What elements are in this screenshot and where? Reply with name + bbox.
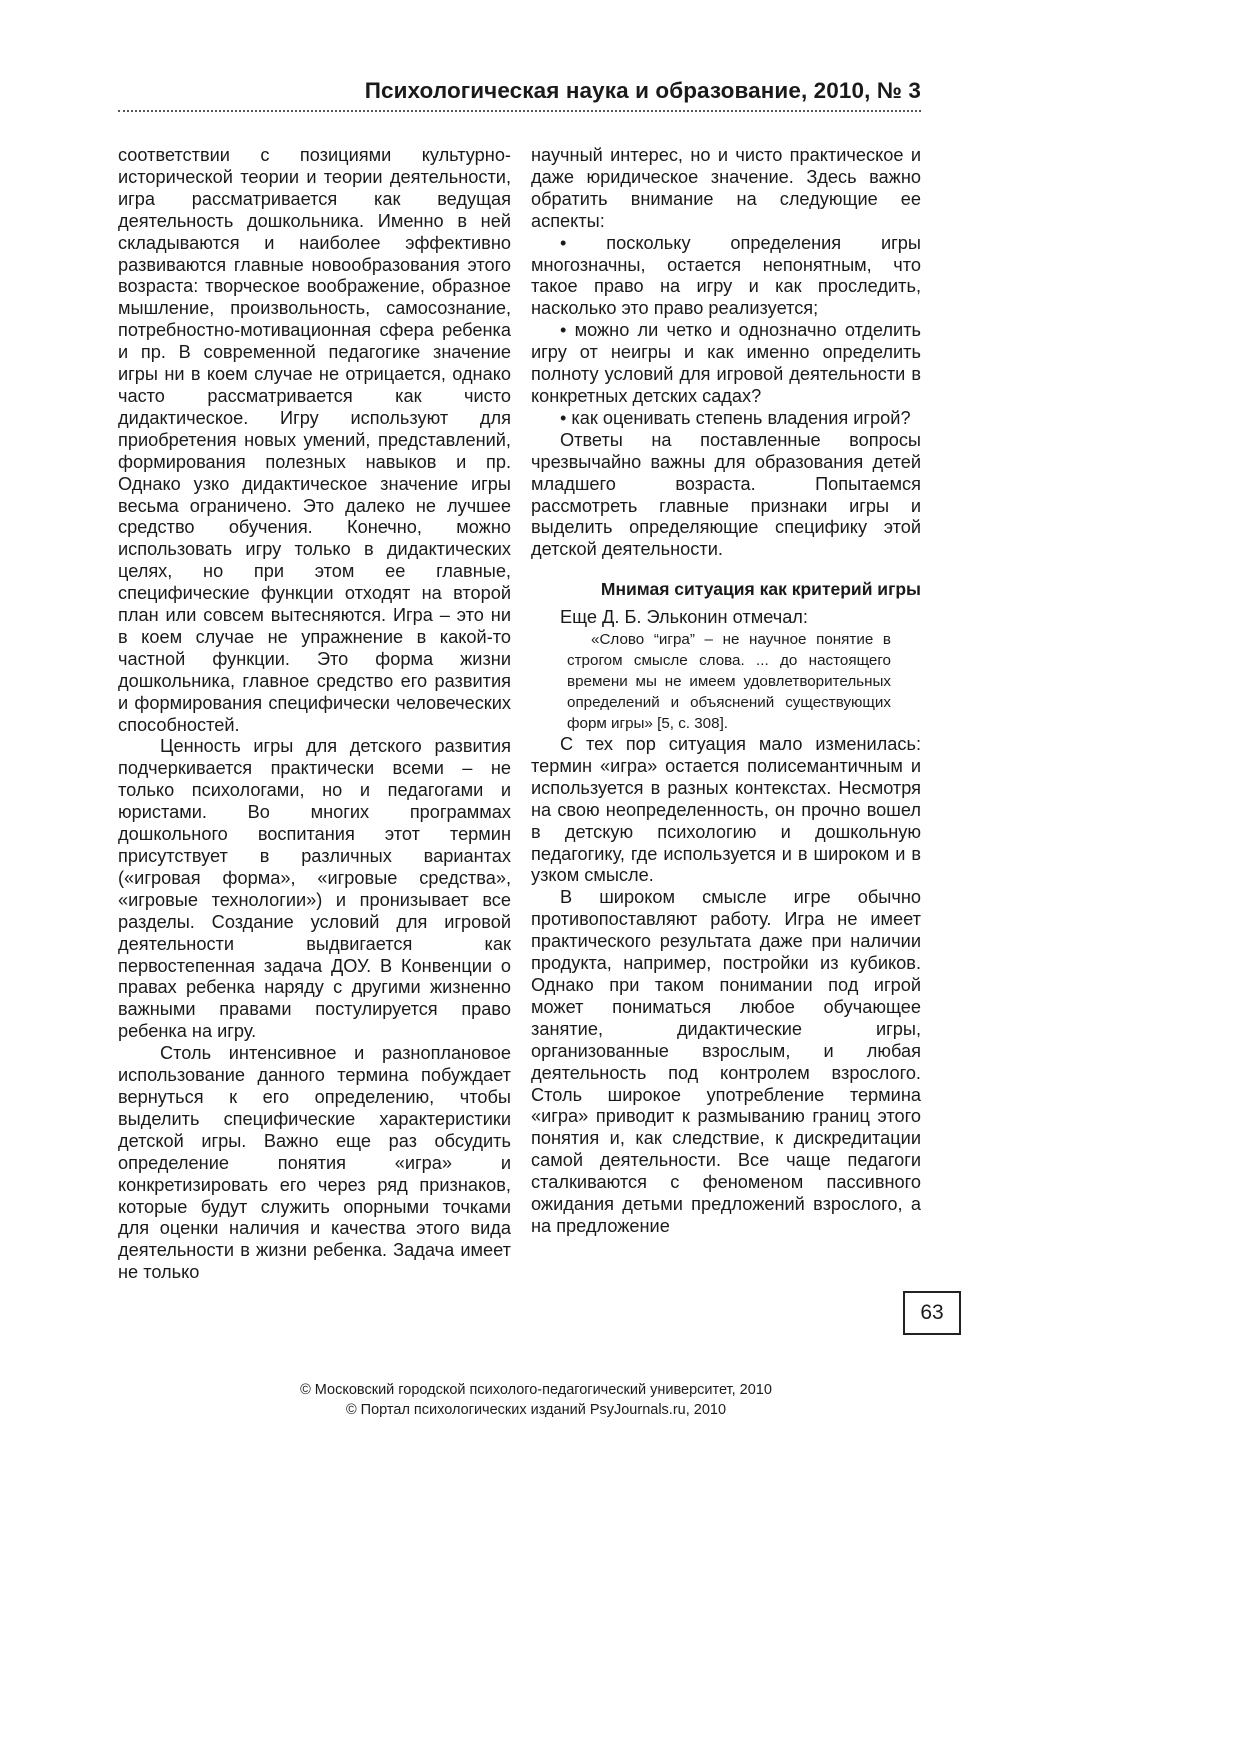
right-paragraph-1: научный интерес, но и чисто практическое и даже юридическое значение. Здесь важно обратить внимание на следующие ее аспекты: [531,145,921,231]
right-paragraph-2: Ответы на поставленные вопросы чрезвычайно важны для образования детей младшего возраста. Попытаемся рассмотреть главные признаки игры и выделить определяющие специфику этой детской деятельности. [531,429,921,560]
journal-header-title: Психологическая наука и образование, 2010, № 3 [364,78,921,103]
left-paragraph-3: Столь интенсивное и разноплановое использование данного термина побуждает вернуться к его определению, чтобы выделить специфические характеристики детской игры. Важно еще раз обсудить определение понятия «игра» и конкретизировать его через ряд признаков, которые будут служить опорными точками для оценки наличия и качества этого вида деятельности в жизни ребенка. Задача имеет не только [118,1043,511,1283]
copyright-line-1: © Московский городской психолого-педагогический университет, 2010 [300,1382,772,1398]
bullet-item-2: • можно ли четко и однозначно отделить игру от неигры и как именно определить полноту условий для игровой деятельности в конкретных детских садах? [531,320,921,406]
copyright-line-2: © Портал психологических изданий PsyJournals.ru, 2010 [345,1402,727,1418]
left-paragraph-1: соответствии с позициями культурно-исторической теории и теории деятельности, игра рассматривается как ведущая деятельность дошкольника. Именно в ней складываются и наиболее эффективно развиваются главные новообразования этого возраста: творческое воображение, образное мышление, произвольность, самосознание, потребностно-мотивационная сфера ребенка и пр. В современной педагогике значение игры ни в коем случае не отрицается, однако часто рассматривается как чисто дидактическое. Игру используют для приобретения новых умений, представлений, формирования полезных навыков и пр. Однако узко дидактическое значение игры весьма ограничено. Это далеко не лучшее средство обучения. Конечно, можно использовать игру только в дидактических целях, но при этом ее главные, специфические функции отходят на второй план или совсем вытесняются. Игра – это ни в коем случае не упражнение в какой-то частной функции. Это форма жизни дошкольника, главное средство его развития и формирования специфически человеческих способностей. [118,145,511,735]
header-dotted-rule [118,110,921,112]
section-heading: Мнимая ситуация как критерий игры [600,579,921,600]
right-text-column [531,145,921,1238]
page-number-box: 63 [903,1291,961,1335]
copyright-footer [118,1380,954,1420]
left-text-column [118,145,511,1284]
block-quote: «Слово “игра” – не научное понятие в строгом смысле слова. ... до настоящего времени мы не имеем удовлетворительных определений и объяснений существующих форм игры» [5, с. 308]. [567,631,891,733]
bullet-item-1: • поскольку определения игры многозначны, остается непонятным, что такое право на игру и как проследить, насколько это право реализуется; [531,232,921,319]
right-paragraph-4: В широком смысле игре обычно противопоставляют работу. Игра не имеет практического результата даже при наличии продукта, например, постройки из кубиков. Однако при таком понимании под игрой может пониматься любое обучающее занятие, дидактические игры, организованные взрослым, и любая деятельность под контролем взрослого. Столь широкое употребление термина «игра» приводит к размыванию границ этого понятия и, как следствие, к дискредитации самой деятельности. Все чаще педагоги сталкиваются с феноменом пассивного ожидания детьми предложений взрослого, а на предложение [531,887,921,1236]
quote-intro: Еще Д. Б. Эльконин отмечал: [560,607,808,628]
right-paragraph-3: С тех пор ситуация мало изменилась: термин «игра» остается полисемантичным и используется в разных контекстах. Несмотря на свою неопределенность, он прочно вошел в детскую психологию и дошкольную педагогику, где используется и в широком и в узком смысле. [531,734,921,886]
left-paragraph-2: Ценность игры для детского развития подчеркивается практически всеми – не только психологами, но и педагогами и юристами. Во многих программах дошкольного воспитания этот термин присутствует в различных вариантах («игровая форма», «игровые средства», «игровые технологии») и пронизывает все разделы. Создание условий для игровой деятельности выдвигается как первостепенная задача ДОУ. В Конвенции о правах ребенка наряду с другими жизненно важными правами постулируется право ребенка на игру. [118,736,511,1042]
bullet-item-3: • как оценивать степень владения игрой? [560,407,911,428]
